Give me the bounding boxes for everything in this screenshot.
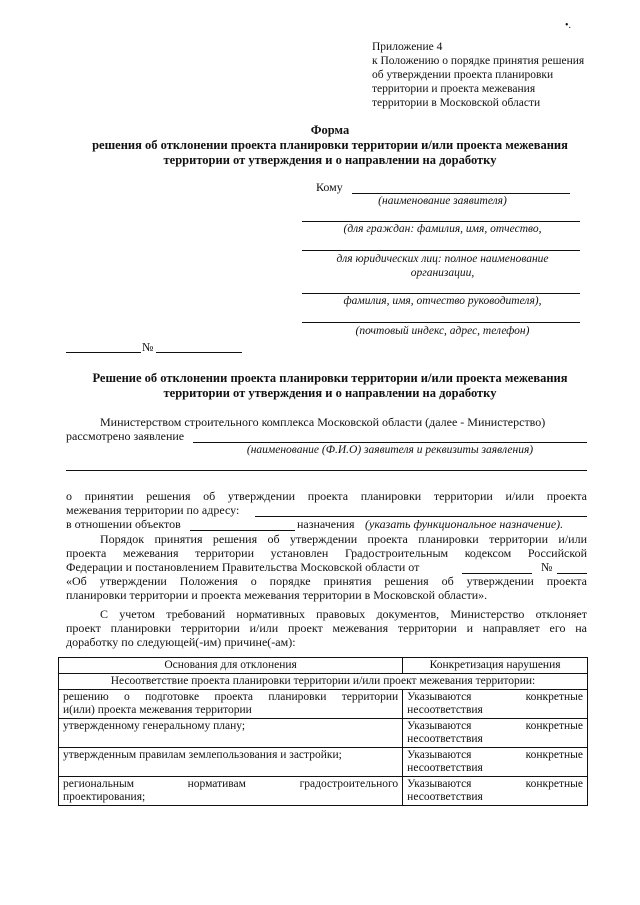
recipient-caption (300, 252, 585, 280)
recipient-caption: (для граждан: фамилия, имя, отчество, (343, 223, 542, 235)
table-detail-word: конкретные (525, 720, 583, 732)
table-row (59, 748, 588, 777)
table-reason-line: утвержденным правилам землепользования и застройки; (63, 749, 342, 761)
table-detail-word: Указываются (407, 749, 472, 761)
table-reason-line: региональным нормативам градостроительного (63, 778, 399, 790)
recipient-line[interactable] (302, 221, 580, 222)
appendix-line: к Положению о порядке принятия решения (372, 55, 585, 67)
date-line[interactable] (66, 352, 141, 353)
appendix-line: Приложение 4 (372, 41, 443, 53)
paragraph-line: назначения (297, 517, 355, 531)
paragraph-line: Министерством строительного комплекса Московской области (далее - Министерство) (100, 415, 546, 429)
number-sign: № (142, 340, 154, 354)
table-detail-word: Указываются (407, 720, 472, 732)
table-detail-word: конкретные (525, 691, 583, 703)
recipient-caption: (наименование заявителя) (378, 195, 507, 207)
form-title-line: территории от утверждения и о направлении на доработку (163, 153, 497, 167)
recipient-caption-line: организации, (410, 267, 475, 279)
paragraph-line: в отношении объектов (66, 517, 181, 531)
table-detail-line: несоответствия (407, 704, 483, 716)
recipient-caption: (почтовый индекс, адрес, телефон) (355, 325, 530, 337)
appendix-line: территории и проекта межевания (372, 83, 536, 95)
reasons-table (58, 657, 588, 806)
paragraph-line: «Об утверждении Положения о порядке принятия решения об утверждении проекта (66, 574, 587, 588)
appendix-line: об утверждении проекта планировки (372, 69, 554, 81)
table-detail-line (407, 778, 583, 791)
decision-title-line: Решение об отклонении проекта планировки территории и/или проекта межевания (92, 371, 568, 385)
objects-line[interactable] (190, 530, 295, 531)
form-title (60, 123, 600, 168)
table-reason-cell (59, 719, 403, 748)
form-title-word: Форма (310, 123, 350, 137)
table-header-row (59, 658, 588, 674)
decision-title-line: территории от утверждения и о направлении на доработку (163, 386, 497, 400)
table-row (59, 719, 588, 748)
corner-mark: •. (565, 20, 572, 31)
paragraph-line: доработку по следующей(-им) причине(-ам): (66, 635, 296, 649)
decision-title (60, 371, 600, 401)
table-detail-cell (403, 719, 588, 748)
table-detail-line: несоответствия (407, 762, 483, 774)
table-detail-line (407, 691, 583, 704)
recipient-line[interactable] (302, 250, 580, 251)
table-reason-cell (59, 690, 403, 719)
table-reason-line: проектирования; (63, 791, 146, 803)
table-group-cell: Несоответствие проекта планировки территории и/или проект межевания территории: (59, 674, 588, 690)
table-reason-line: решению о подготовке проекта планировки территории (63, 691, 399, 703)
paragraph-line: о принятии решения об утверждении проекта планировки территории и/или проекта (66, 489, 587, 503)
table-row (59, 690, 588, 719)
paragraph-line: Федерации и постановлением Правительства Московской области от (66, 560, 420, 574)
recipient-caption-line: для юридических лиц: полное наименование (336, 253, 549, 265)
recipient-caption: фамилия, имя, отчество руководителя), (343, 295, 542, 307)
appendix-block (372, 40, 622, 110)
paragraph-line: проекта межевания территории установлен Градостроительным кодексом Российской (66, 546, 587, 560)
table-detail-word: Указываются (407, 778, 472, 790)
application-line[interactable] (193, 442, 587, 443)
table-reason-cell (59, 777, 403, 806)
table-detail-cell (403, 777, 588, 806)
paragraph-line: С учетом требований нормативных правовых документов, Министерство отклоняет (100, 607, 587, 621)
paragraph-line: рассмотрено заявление (66, 429, 185, 443)
recipient-line[interactable] (302, 322, 580, 323)
paragraph-line: (указать функциональное назначение). (365, 517, 564, 531)
application-line[interactable] (66, 470, 587, 471)
table-detail-line: несоответствия (407, 733, 483, 745)
table-header-cell: Конкретизация нарушения (403, 658, 588, 674)
table-detail-word: Указываются (407, 691, 472, 703)
table-detail-word: конкретные (525, 778, 583, 790)
recipient-line[interactable] (352, 193, 570, 194)
form-title-line: решения об отклонении проекта планировки территории и/или проекта межевания (92, 138, 568, 152)
table-reason-cell (59, 748, 403, 777)
table-detail-line: несоответствия (407, 791, 483, 803)
table-detail-cell (403, 748, 588, 777)
table-detail-line (407, 720, 583, 733)
paragraph-line: № (541, 560, 553, 574)
application-caption: (наименование (Ф.И.О) заявителя и реквизиты заявления) (246, 444, 534, 456)
paragraph-line: проект планировки территории и/или проект межевания территории и направляет его на (66, 621, 587, 635)
recipient-line[interactable] (302, 293, 580, 294)
table-row (59, 777, 588, 806)
table-detail-word: конкретные (525, 749, 583, 761)
table-detail-cell (403, 690, 588, 719)
number-line[interactable] (156, 352, 242, 353)
appendix-line: территории в Московской области (372, 97, 541, 109)
table-header-cell: Основания для отклонения (59, 658, 403, 674)
table-reason-line: и(или) проекта межевания территории (63, 704, 252, 716)
table-detail-line (407, 749, 583, 762)
table-reason-line: утвержденному генеральному плану; (63, 720, 246, 732)
komu-label: Кому (316, 180, 343, 194)
table-group-row (59, 674, 588, 690)
paragraph-line: Порядок принятия решения об утверждении проекта планировки территории и/или (100, 532, 587, 546)
paragraph-line: межевания территории по адресу: (66, 503, 240, 517)
paragraph-line: планировки территории и проекта межевания территории в Московской области». (66, 588, 488, 602)
